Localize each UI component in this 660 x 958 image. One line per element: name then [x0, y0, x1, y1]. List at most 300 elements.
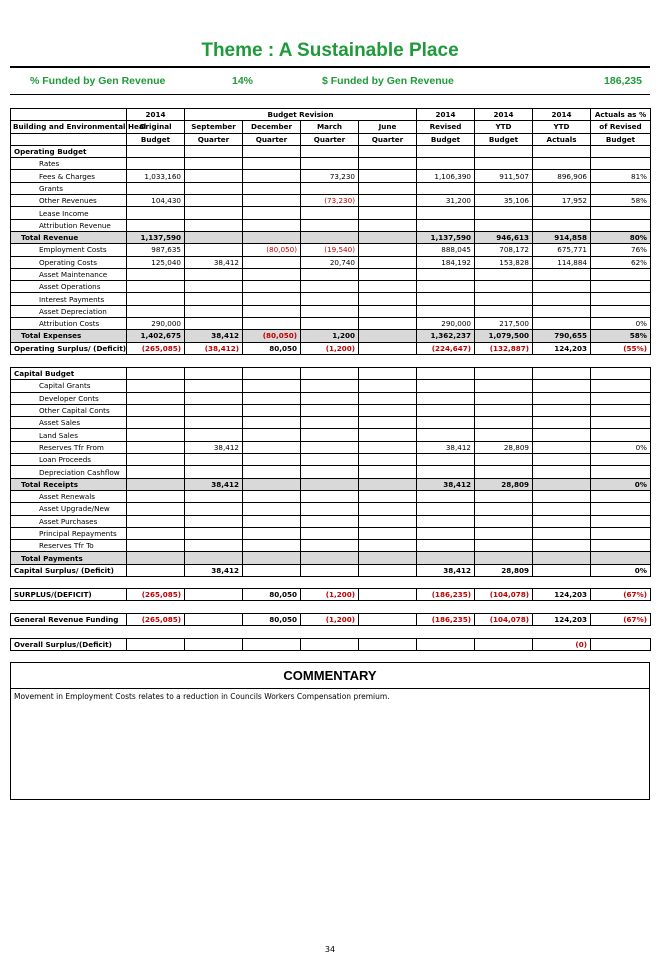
value-cell	[533, 564, 591, 576]
value-cell	[127, 219, 185, 231]
value-cell: 38,412	[417, 478, 475, 490]
value-cell	[591, 639, 651, 651]
value-cell: (67%)	[591, 614, 651, 626]
value-cell	[359, 182, 417, 194]
value-cell: 80,050	[243, 589, 301, 601]
value-cell	[127, 417, 185, 429]
dollar-funded-value: 186,235	[604, 75, 642, 87]
value-cell	[417, 417, 475, 429]
value-cell	[243, 268, 301, 280]
value-cell	[475, 515, 533, 527]
value-cell	[417, 182, 475, 194]
value-cell	[301, 158, 359, 170]
value-cell	[301, 404, 359, 416]
value-cell	[591, 293, 651, 305]
value-cell	[243, 281, 301, 293]
value-cell	[185, 281, 243, 293]
value-cell	[359, 466, 417, 478]
row-label: Principal Repayments	[11, 527, 127, 539]
row-label: Fees & Charges	[11, 170, 127, 182]
value-cell	[301, 515, 359, 527]
value-cell	[301, 305, 359, 317]
value-cell	[359, 503, 417, 515]
value-cell	[301, 281, 359, 293]
value-cell	[301, 207, 359, 219]
value-cell	[591, 392, 651, 404]
value-cell	[301, 318, 359, 330]
value-cell	[359, 441, 417, 453]
value-cell	[185, 244, 243, 256]
value-cell	[243, 639, 301, 651]
value-cell: 911,507	[475, 170, 533, 182]
value-cell	[417, 207, 475, 219]
table-row	[11, 614, 651, 626]
value-cell	[475, 540, 533, 552]
value-cell	[591, 158, 651, 170]
value-cell	[359, 392, 417, 404]
value-cell: 1,137,590	[417, 231, 475, 243]
header-column: YTD	[475, 121, 533, 133]
value-cell	[417, 503, 475, 515]
value-cell	[533, 368, 591, 380]
row-label: Land Sales	[11, 429, 127, 441]
value-cell	[417, 305, 475, 317]
value-cell: 914,858	[533, 231, 591, 243]
value-cell	[359, 145, 417, 157]
value-cell	[417, 219, 475, 231]
value-cell: (19,540)	[301, 244, 359, 256]
table-row	[11, 318, 651, 330]
value-cell: 1,033,160	[127, 170, 185, 182]
value-cell	[533, 281, 591, 293]
value-cell	[185, 182, 243, 194]
value-cell	[243, 417, 301, 429]
table-row	[11, 404, 651, 416]
value-cell	[243, 466, 301, 478]
value-cell	[359, 293, 417, 305]
value-cell	[359, 368, 417, 380]
value-cell	[533, 466, 591, 478]
commentary-heading: COMMENTARY	[11, 663, 649, 689]
commentary-box	[10, 662, 650, 800]
header-column: March	[301, 121, 359, 133]
table-row	[11, 490, 651, 502]
value-cell	[243, 170, 301, 182]
value-cell: 0%	[591, 318, 651, 330]
header-column: Revised	[417, 121, 475, 133]
table-row	[11, 231, 651, 243]
value-cell	[301, 268, 359, 280]
value-cell	[185, 490, 243, 502]
value-cell	[127, 639, 185, 651]
value-cell	[243, 490, 301, 502]
value-cell	[417, 158, 475, 170]
table-row	[11, 478, 651, 490]
table-row	[11, 552, 651, 564]
value-cell	[533, 490, 591, 502]
pct-funded-value: 14%	[232, 75, 254, 87]
row-label: Capital Surplus/ (Deficit)	[11, 564, 127, 576]
value-cell: (186,235)	[417, 614, 475, 626]
value-cell: (1,200)	[301, 342, 359, 354]
row-label: Asset Upgrade/New	[11, 503, 127, 515]
value-cell	[475, 305, 533, 317]
value-cell: 1,106,390	[417, 170, 475, 182]
value-cell	[185, 454, 243, 466]
value-cell: 38,412	[185, 256, 243, 268]
value-cell	[591, 305, 651, 317]
page-number: 34	[324, 945, 336, 954]
value-cell	[243, 318, 301, 330]
value-cell: (80,050)	[243, 330, 301, 342]
table-row	[11, 429, 651, 441]
value-cell	[243, 404, 301, 416]
value-cell	[301, 552, 359, 564]
value-cell: (55%)	[591, 342, 651, 354]
value-cell	[475, 404, 533, 416]
value-cell: 38,412	[417, 441, 475, 453]
value-cell	[301, 417, 359, 429]
value-cell	[359, 417, 417, 429]
value-cell	[185, 639, 243, 651]
value-cell: 58%	[591, 195, 651, 207]
value-cell: 38,412	[185, 441, 243, 453]
value-cell	[185, 552, 243, 564]
commentary-text: Movement in Employment Costs relates to a reduction in Councils Workers Compensation premium.	[14, 692, 390, 701]
value-cell	[243, 145, 301, 157]
value-cell	[301, 145, 359, 157]
row-label: Asset Renewals	[11, 490, 127, 502]
value-cell	[185, 195, 243, 207]
value-cell	[475, 466, 533, 478]
table-row	[11, 527, 651, 539]
value-cell	[243, 207, 301, 219]
value-cell	[301, 454, 359, 466]
value-cell: 217,500	[475, 318, 533, 330]
value-cell	[301, 564, 359, 576]
operating-budget-table	[10, 108, 651, 355]
header-column: June	[359, 121, 417, 133]
value-cell	[417, 527, 475, 539]
value-cell	[359, 552, 417, 564]
value-cell: 1,402,675	[127, 330, 185, 342]
value-cell: 290,000	[417, 318, 475, 330]
value-cell	[185, 170, 243, 182]
value-cell	[127, 466, 185, 478]
value-cell	[417, 540, 475, 552]
value-cell	[359, 454, 417, 466]
value-cell	[591, 207, 651, 219]
table-row	[11, 466, 651, 478]
value-cell: 0%	[591, 441, 651, 453]
table-row	[11, 454, 651, 466]
table-row	[11, 380, 651, 392]
value-cell: 896,906	[533, 170, 591, 182]
value-cell	[591, 380, 651, 392]
value-cell	[127, 478, 185, 490]
row-label: Attribution Costs	[11, 318, 127, 330]
value-cell	[185, 404, 243, 416]
value-cell	[533, 527, 591, 539]
table-row	[11, 441, 651, 453]
value-cell: (1,200)	[301, 589, 359, 601]
value-cell	[127, 429, 185, 441]
value-cell	[301, 231, 359, 243]
value-cell	[301, 503, 359, 515]
value-cell	[243, 195, 301, 207]
value-cell	[359, 478, 417, 490]
value-cell	[359, 540, 417, 552]
value-cell: 104,430	[127, 195, 185, 207]
header-budget-revision: Budget Revision	[185, 109, 417, 121]
value-cell	[243, 515, 301, 527]
value-cell	[533, 515, 591, 527]
value-cell	[301, 639, 359, 651]
value-cell	[533, 158, 591, 170]
value-cell: 80,050	[243, 614, 301, 626]
value-cell	[475, 268, 533, 280]
value-cell	[475, 454, 533, 466]
header-year: 2014	[533, 109, 591, 121]
value-cell	[533, 552, 591, 564]
header-column: Quarter	[185, 133, 243, 145]
value-cell	[127, 392, 185, 404]
table-row	[11, 170, 651, 182]
value-cell	[359, 195, 417, 207]
value-cell: 790,655	[533, 330, 591, 342]
value-cell	[301, 293, 359, 305]
value-cell	[301, 441, 359, 453]
value-cell	[591, 490, 651, 502]
value-cell	[243, 392, 301, 404]
value-cell	[533, 380, 591, 392]
value-cell	[243, 527, 301, 539]
value-cell: 38,412	[417, 564, 475, 576]
value-cell	[359, 305, 417, 317]
value-cell: 987,635	[127, 244, 185, 256]
value-cell	[185, 392, 243, 404]
value-cell	[359, 429, 417, 441]
value-cell: 124,203	[533, 342, 591, 354]
value-cell	[475, 368, 533, 380]
table-row	[11, 256, 651, 268]
value-cell: (104,078)	[475, 589, 533, 601]
value-cell: 946,613	[475, 231, 533, 243]
value-cell	[591, 429, 651, 441]
value-cell	[533, 182, 591, 194]
value-cell	[475, 145, 533, 157]
value-cell	[417, 429, 475, 441]
value-cell	[359, 342, 417, 354]
row-label: Asset Purchases	[11, 515, 127, 527]
value-cell	[301, 478, 359, 490]
value-cell	[127, 490, 185, 502]
header-column: Original	[127, 121, 185, 133]
value-cell	[533, 392, 591, 404]
header-year: 2014	[127, 109, 185, 121]
row-label: Employment Costs	[11, 244, 127, 256]
header-actuals-pct: Actuals as %	[591, 109, 651, 121]
value-cell	[591, 268, 651, 280]
table-row	[11, 268, 651, 280]
value-cell	[243, 231, 301, 243]
value-cell	[533, 478, 591, 490]
value-cell	[243, 552, 301, 564]
row-label: Interest Payments	[11, 293, 127, 305]
table-row	[11, 207, 651, 219]
value-cell: 20,740	[301, 256, 359, 268]
table-row	[11, 195, 651, 207]
value-cell	[185, 503, 243, 515]
value-cell: (67%)	[591, 589, 651, 601]
value-cell	[359, 256, 417, 268]
header-column: Quarter	[301, 133, 359, 145]
value-cell	[591, 552, 651, 564]
row-label: Operating Costs	[11, 256, 127, 268]
value-cell	[301, 380, 359, 392]
value-cell	[359, 564, 417, 576]
value-cell	[359, 380, 417, 392]
table-row	[11, 182, 651, 194]
value-cell	[533, 429, 591, 441]
table-row	[11, 145, 651, 157]
value-cell	[359, 219, 417, 231]
value-cell	[591, 281, 651, 293]
value-cell	[533, 145, 591, 157]
value-cell: 708,172	[475, 244, 533, 256]
header-blank	[11, 133, 127, 145]
table-row	[11, 342, 651, 354]
header-column: Budget	[475, 133, 533, 145]
header-column: Quarter	[243, 133, 301, 145]
value-cell	[591, 540, 651, 552]
value-cell: (1,200)	[301, 614, 359, 626]
value-cell	[417, 368, 475, 380]
value-cell	[185, 305, 243, 317]
value-cell	[591, 466, 651, 478]
value-cell	[475, 158, 533, 170]
value-cell: (132,887)	[475, 342, 533, 354]
row-label: SURPLUS/(DEFICIT)	[11, 589, 127, 601]
value-cell: (80,050)	[243, 244, 301, 256]
row-label: Developer Conts	[11, 392, 127, 404]
row-label: Rates	[11, 158, 127, 170]
value-cell	[301, 368, 359, 380]
value-cell	[243, 540, 301, 552]
value-cell	[243, 564, 301, 576]
value-cell	[301, 527, 359, 539]
value-cell: 290,000	[127, 318, 185, 330]
value-cell	[417, 515, 475, 527]
value-cell	[243, 454, 301, 466]
value-cell: 28,809	[475, 564, 533, 576]
value-cell	[417, 145, 475, 157]
row-label: Total Payments	[11, 552, 127, 564]
value-cell	[533, 404, 591, 416]
value-cell: 184,192	[417, 256, 475, 268]
value-cell	[127, 182, 185, 194]
value-cell	[417, 268, 475, 280]
header-column: December	[243, 121, 301, 133]
value-cell	[591, 219, 651, 231]
value-cell	[533, 454, 591, 466]
value-cell	[127, 281, 185, 293]
value-cell: (186,235)	[417, 589, 475, 601]
value-cell	[127, 527, 185, 539]
row-label: Operating Surplus/ (Deficit)	[11, 342, 127, 354]
table-row	[11, 639, 651, 651]
value-cell	[127, 305, 185, 317]
header-column: Budget	[591, 133, 651, 145]
value-cell	[475, 503, 533, 515]
row-label: Total Expenses	[11, 330, 127, 342]
value-cell	[243, 478, 301, 490]
row-label: Operating Budget	[11, 145, 127, 157]
value-cell: 35,106	[475, 195, 533, 207]
row-label: Overall Surplus/(Deficit)	[11, 639, 127, 651]
header-column: September	[185, 121, 243, 133]
value-cell	[475, 527, 533, 539]
value-cell	[243, 368, 301, 380]
value-cell	[127, 368, 185, 380]
value-cell	[533, 268, 591, 280]
header-row-label: Building and Environmental Heal	[11, 121, 127, 133]
value-cell	[475, 429, 533, 441]
value-cell: 73,230	[301, 170, 359, 182]
value-cell	[127, 293, 185, 305]
value-cell	[533, 417, 591, 429]
value-cell	[359, 515, 417, 527]
value-cell	[591, 527, 651, 539]
value-cell	[475, 293, 533, 305]
value-cell	[591, 454, 651, 466]
overall-surplus-table	[10, 638, 651, 651]
value-cell: 0%	[591, 564, 651, 576]
value-cell	[185, 158, 243, 170]
value-cell: (265,085)	[127, 589, 185, 601]
value-cell: 38,412	[185, 478, 243, 490]
value-cell	[417, 404, 475, 416]
value-cell: 81%	[591, 170, 651, 182]
value-cell: 1,362,237	[417, 330, 475, 342]
value-cell: 888,045	[417, 244, 475, 256]
row-label: Attribution Revenue	[11, 219, 127, 231]
surplus-table	[10, 588, 651, 601]
value-cell: 38,412	[185, 564, 243, 576]
value-cell: (224,647)	[417, 342, 475, 354]
value-cell	[417, 293, 475, 305]
value-cell	[591, 145, 651, 157]
value-cell	[591, 182, 651, 194]
value-cell	[475, 639, 533, 651]
header-column: of Revised	[591, 121, 651, 133]
value-cell	[359, 589, 417, 601]
value-cell	[591, 368, 651, 380]
value-cell	[185, 318, 243, 330]
row-label: Other Revenues	[11, 195, 127, 207]
value-cell	[243, 429, 301, 441]
value-cell	[243, 219, 301, 231]
table-row	[11, 305, 651, 317]
dollar-funded-label: $ Funded by Gen Revenue	[322, 75, 454, 87]
value-cell	[359, 639, 417, 651]
value-cell	[185, 589, 243, 601]
table-row	[11, 417, 651, 429]
value-cell: (104,078)	[475, 614, 533, 626]
value-cell	[127, 454, 185, 466]
value-cell	[243, 293, 301, 305]
value-cell: 124,203	[533, 589, 591, 601]
